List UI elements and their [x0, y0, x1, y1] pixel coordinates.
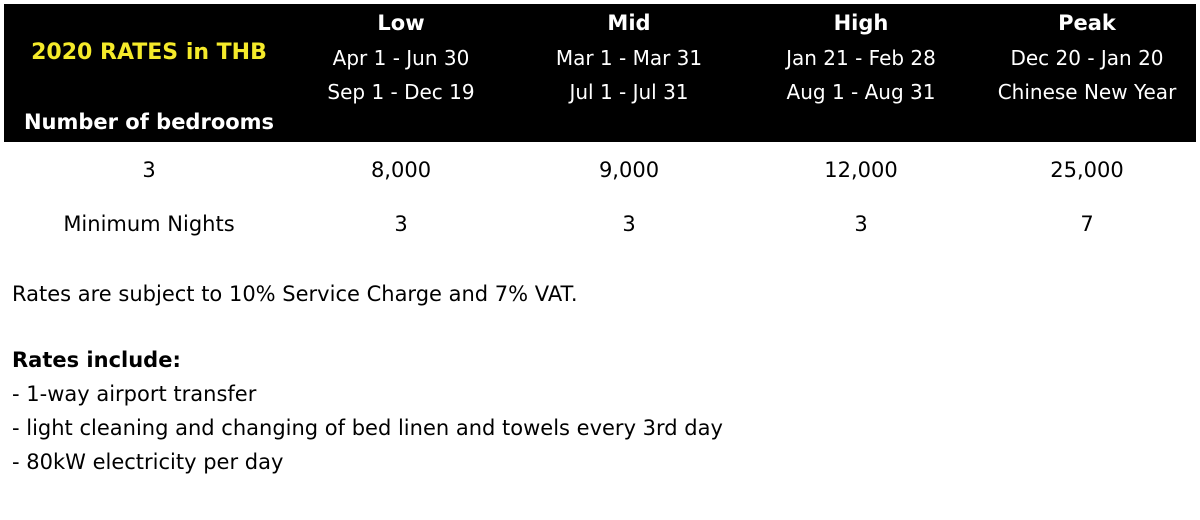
row-label: 3 — [142, 158, 156, 182]
table-row — [4, 212, 1196, 242]
rates-table-header — [4, 4, 1196, 142]
season-name: High — [833, 11, 889, 35]
rate-cell: 9,000 — [598, 158, 660, 182]
season-column-high — [750, 4, 972, 142]
nights-cell: 3 — [394, 212, 408, 236]
season-dates: Jul 1 - Jul 31 — [569, 80, 689, 104]
rate-cell: 12,000 — [824, 158, 898, 182]
rate-cell: 25,000 — [1050, 158, 1124, 182]
season-dates: Apr 1 - Jun 30 — [332, 46, 470, 70]
season-column-mid — [518, 4, 740, 142]
row-label-header: Number of bedrooms — [23, 110, 275, 134]
season-dates: Chinese New Year — [997, 80, 1177, 104]
includes-item: - 1-way airport transfer — [12, 382, 257, 406]
includes-heading: Rates include: — [12, 348, 181, 372]
header-label-column — [4, 4, 294, 142]
season-dates: Aug 1 - Aug 31 — [786, 80, 936, 104]
season-dates: Mar 1 - Mar 31 — [555, 46, 703, 70]
row-label: Minimum Nights — [63, 212, 235, 236]
includes-item: - light cleaning and changing of bed linen and towels every 3rd day — [12, 416, 723, 440]
tax-note: Rates are subject to 10% Service Charge and 7% VAT. — [12, 282, 578, 306]
nights-cell: 3 — [622, 212, 636, 236]
season-name: Mid — [607, 11, 651, 35]
season-column-low — [290, 4, 512, 142]
rate-cell: 8,000 — [370, 158, 432, 182]
table-row — [4, 158, 1196, 188]
nights-cell: 7 — [1080, 212, 1094, 236]
nights-cell: 3 — [854, 212, 868, 236]
season-dates: Sep 1 - Dec 19 — [327, 80, 475, 104]
season-dates: Dec 20 - Jan 20 — [1010, 46, 1164, 70]
table-title: 2020 RATES in THB — [31, 40, 267, 65]
season-name: Peak — [1058, 11, 1116, 35]
season-name: Low — [377, 11, 425, 35]
includes-item: - 80kW electricity per day — [12, 450, 284, 474]
season-dates: Jan 21 - Feb 28 — [786, 46, 936, 70]
season-column-peak — [978, 4, 1196, 142]
